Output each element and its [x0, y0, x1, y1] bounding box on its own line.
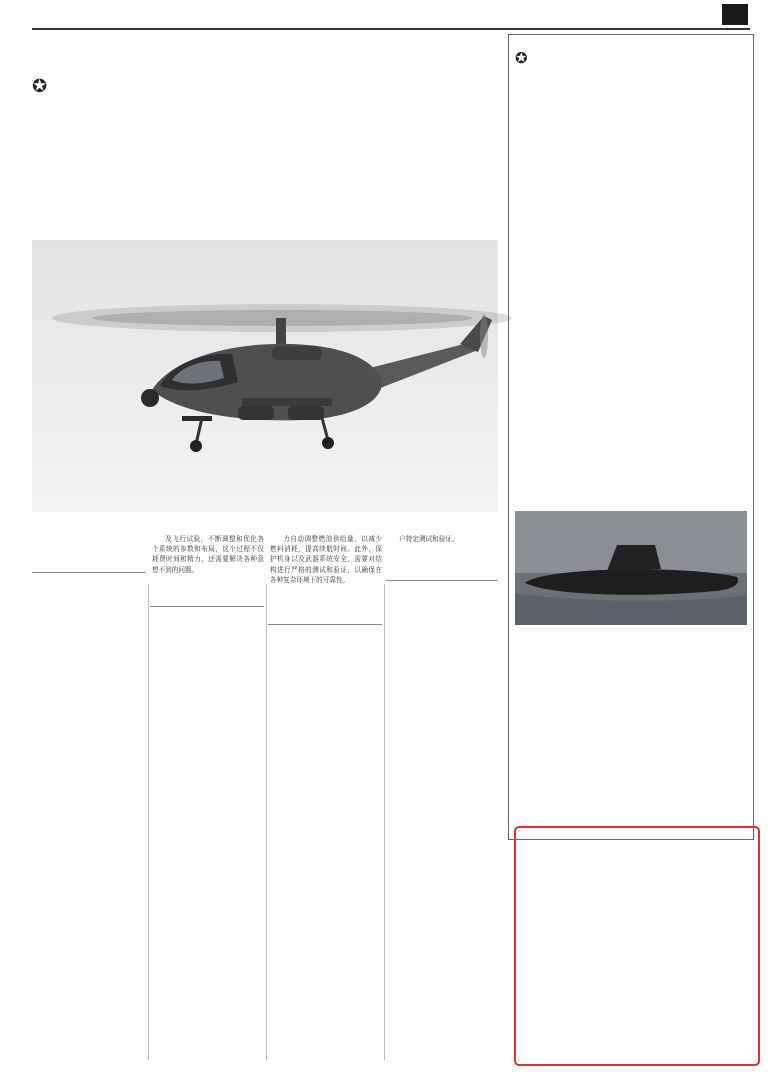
header-rule — [32, 28, 750, 30]
feature-box-main — [514, 826, 760, 1066]
column-rule-1 — [148, 584, 149, 1060]
body-s1-col — [32, 584, 146, 1060]
intro-col-1 — [172, 44, 322, 140]
column-rule-2 — [266, 584, 267, 1060]
page-number — [722, 4, 748, 25]
body-s4-col-a — [386, 590, 498, 1062]
page-header — [32, 4, 750, 28]
section-4-underline — [386, 580, 498, 581]
body-s3-col — [268, 636, 382, 1062]
section-1-underline — [32, 572, 146, 573]
section-3-underline — [268, 624, 382, 625]
intro-col-2 — [330, 44, 498, 140]
sidebar-top — [508, 34, 754, 840]
body-s2-col — [150, 618, 264, 1062]
body-s2-cont: 力自动调整燃油供给量，以减少燃料消耗，提高续航时间。此外，保护机身以及武器系统安全，需要对结构进行严格的测试和验证，以确保在各种复杂环境下的可靠性。 — [270, 535, 382, 584]
sidebar-top-text-1 — [517, 77, 627, 509]
helicopter-photo — [32, 240, 498, 512]
body-s3-cont: 户特定测试和验证。 — [399, 535, 459, 543]
star-icon: ✪ — [515, 49, 528, 67]
star-icon: ✪ — [32, 76, 48, 97]
submarine-photo — [515, 511, 747, 625]
column-label-box — [32, 74, 132, 104]
body-s1-cont: 及飞行试验，不断调整和优化各个系统的参数和布局，这个过程不仅耗费时间和精力，还需要解决各种意想不到的问题。 — [152, 535, 264, 574]
column-rule-3 — [384, 584, 385, 1060]
section-2-underline — [150, 606, 264, 607]
sidebar-top-text-2 — [637, 335, 747, 505]
sidebar-top-label-box — [515, 49, 635, 69]
